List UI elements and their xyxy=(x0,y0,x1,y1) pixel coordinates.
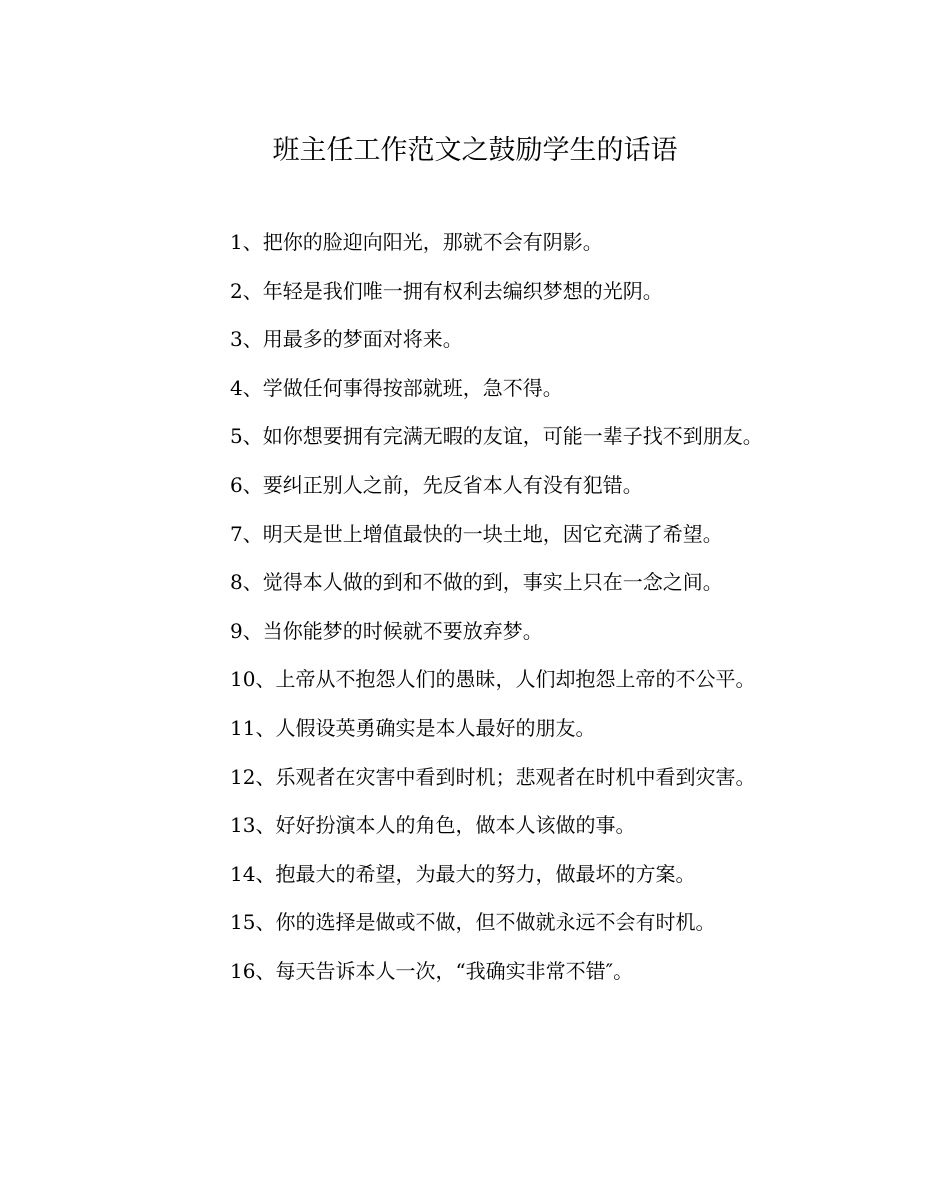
list-item: 2、年轻是我们唯一拥有权利去编织梦想的光阴。 xyxy=(230,278,663,303)
list-item: 7、明天是世上增值最快的一块土地，因它充满了希望。 xyxy=(230,521,723,546)
list-item: 8、觉得本人做的到和不做的到，事实上只在一念之间。 xyxy=(230,570,723,595)
list-item: 6、要纠正别人之前，先反省本人有没有犯错。 xyxy=(230,472,643,497)
list-item: 1、把你的脸迎向阳光，那就不会有阴影。 xyxy=(230,230,603,254)
list-item: 9、当你能梦的时候就不要放弃梦。 xyxy=(230,618,543,643)
document-body xyxy=(143,218,798,996)
list-item: 10、上帝从不抱怨人们的愚昧，人们却抱怨上帝的不公平。 xyxy=(230,667,756,692)
list-item: 16、每天告诉本人一次，“我确实非常不错″。 xyxy=(230,958,634,983)
document-title: 班主任工作范文之鼓励学生的话语 xyxy=(272,135,678,166)
list-item: 12、乐观者在灾害中看到时机；悲观者在时机中看到灾害。 xyxy=(230,764,756,789)
list-item: 5、如你想要拥有完满无暇的友谊，可能一辈子找不到朋友。 xyxy=(230,424,763,449)
list-item: 13、好好扮演本人的角色，做本人该做的事。 xyxy=(230,813,636,838)
list-item: 3、用最多的梦面对将来。 xyxy=(230,327,463,352)
list-item: 4、学做任何事得按部就班，急不得。 xyxy=(230,375,563,400)
list-item: 14、抱最大的希望，为最大的努力，做最坏的方案。 xyxy=(230,861,696,886)
list-item: 11、人假设英勇确实是本人最好的朋友。 xyxy=(230,715,596,740)
list-item: 15、你的选择是做或不做，但不做就永远不会有时机。 xyxy=(230,910,716,935)
